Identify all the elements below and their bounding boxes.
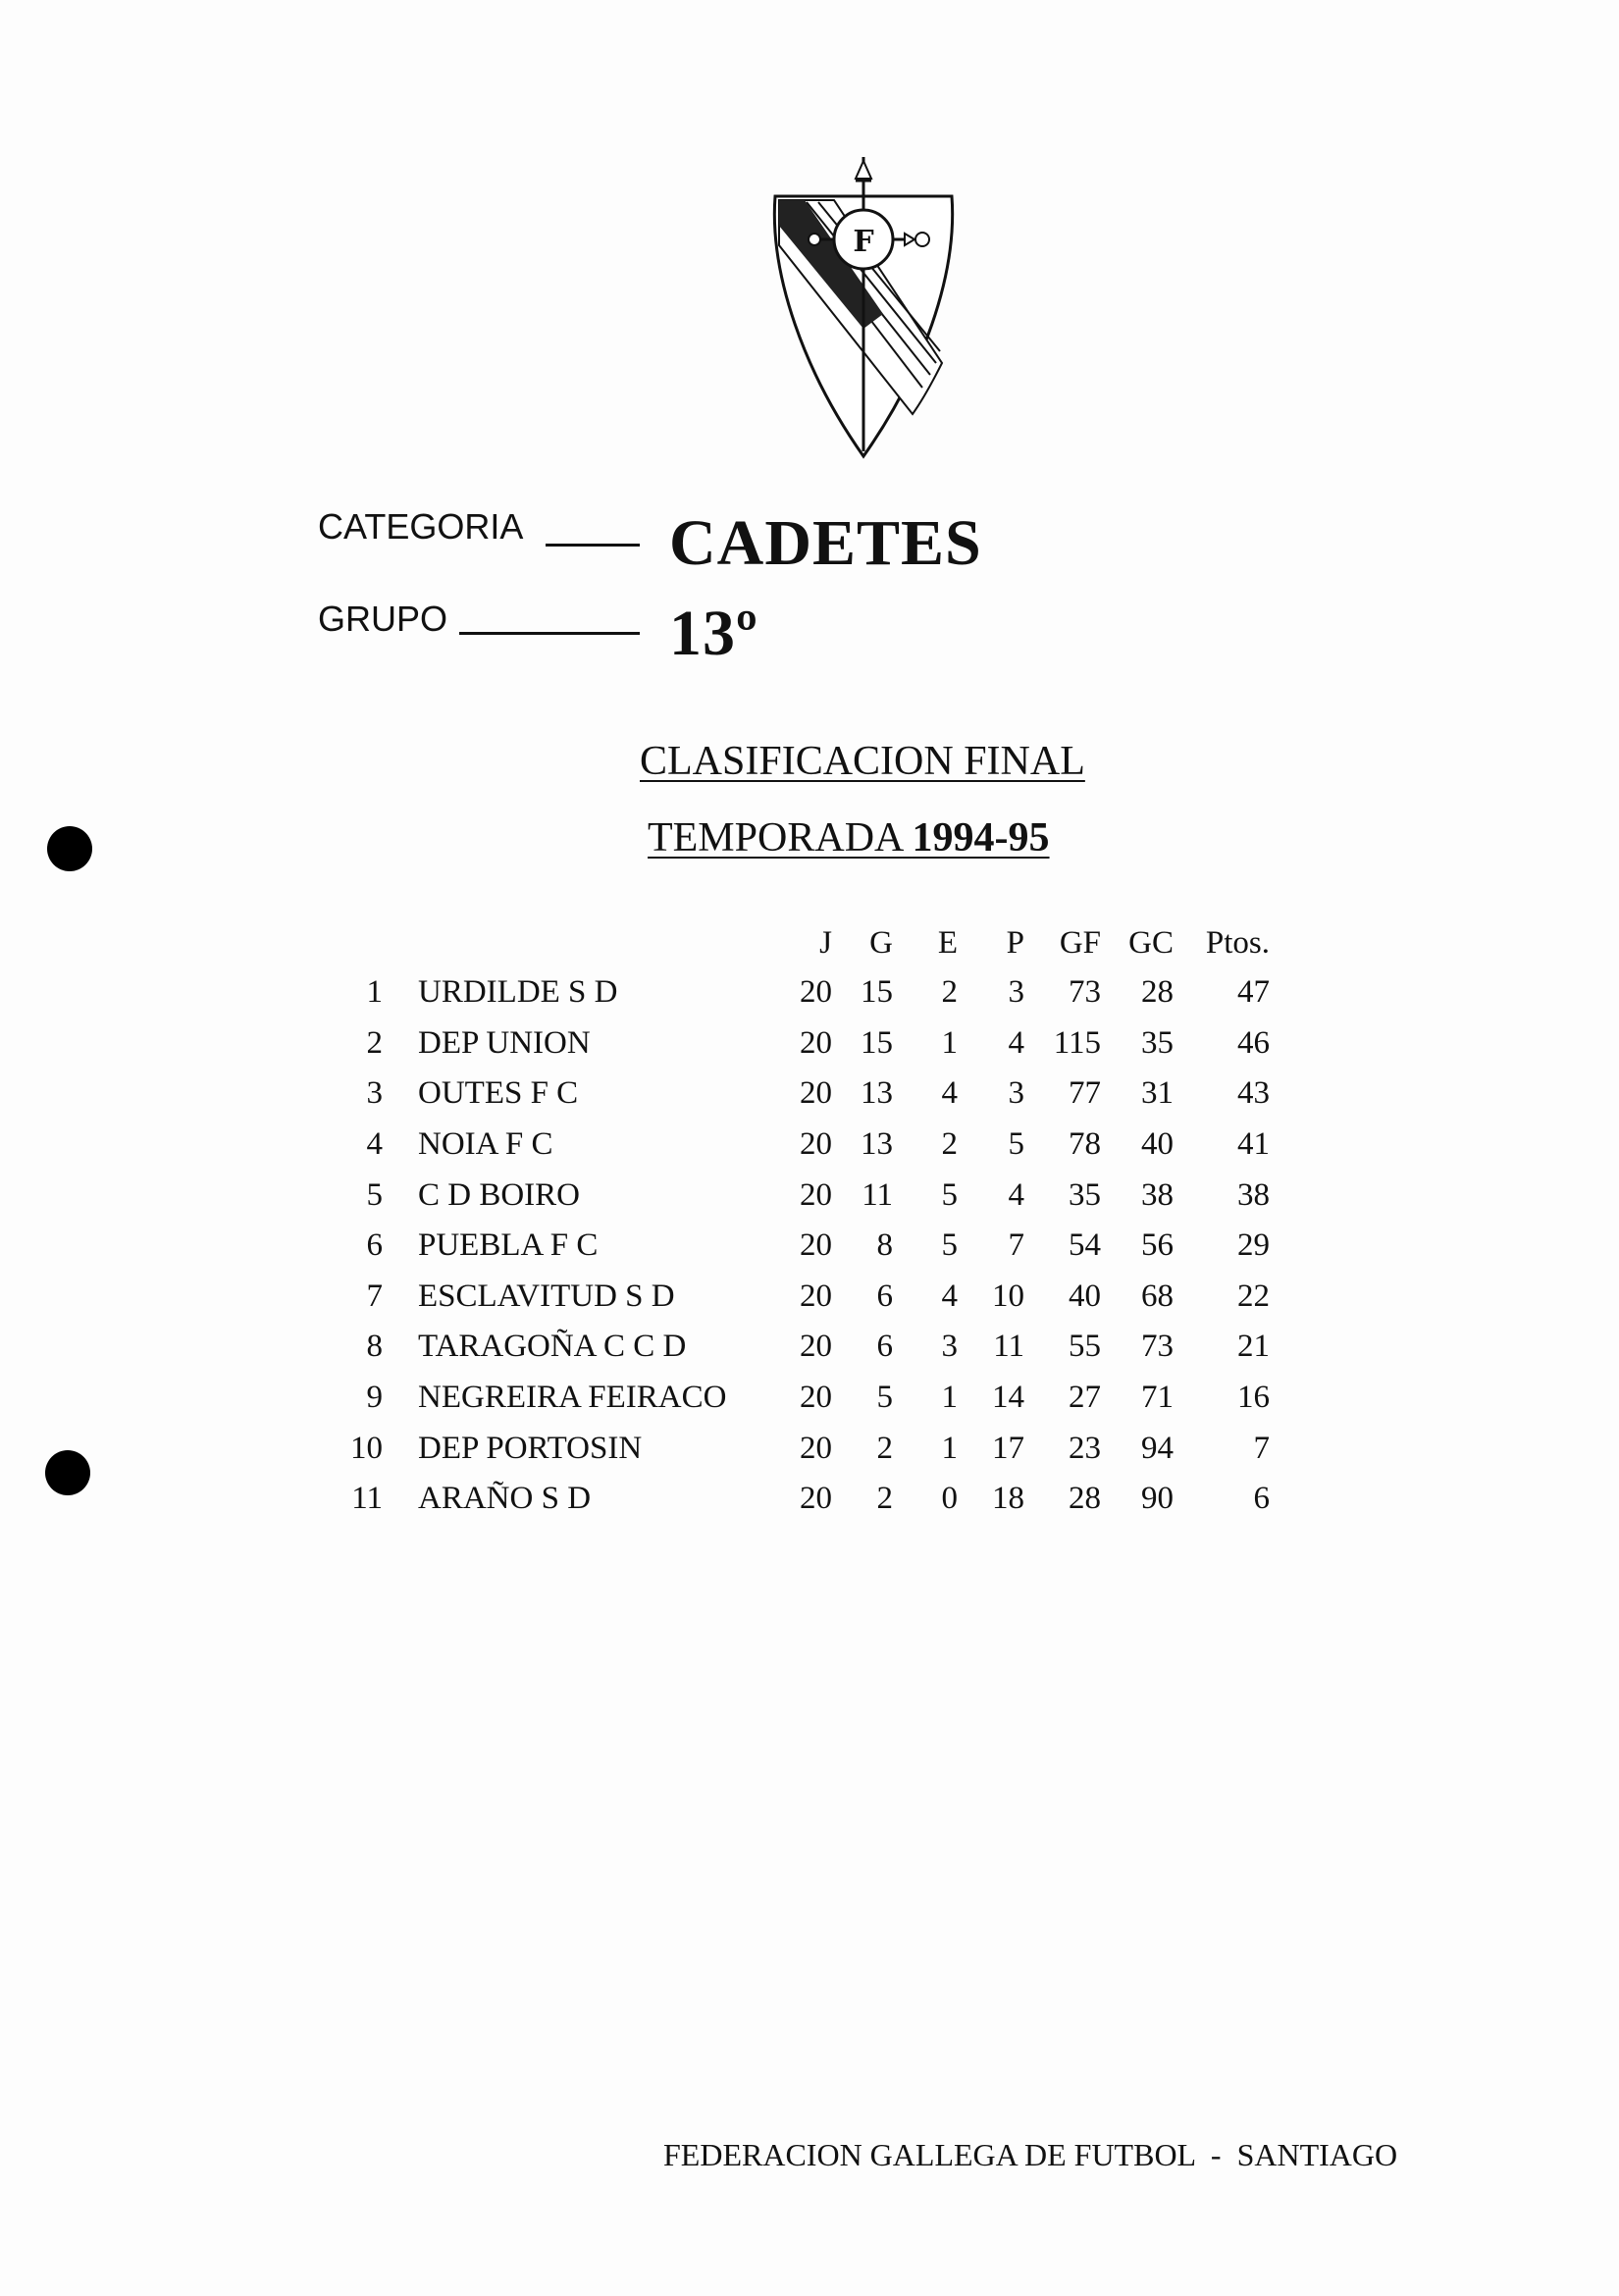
cell-team: NOIA F C [418, 1126, 553, 1163]
cell-j: 20 [800, 1227, 832, 1264]
cell-pos: 6 [366, 1227, 383, 1264]
cell-g: 5 [876, 1380, 893, 1416]
cell-pts: 16 [1237, 1380, 1270, 1416]
cell-pos: 1 [366, 974, 383, 1011]
cell-p: 4 [1008, 1176, 1024, 1213]
table-row [334, 1120, 1270, 1171]
cell-gc: 40 [1141, 1126, 1174, 1163]
cell-pts: 21 [1237, 1329, 1270, 1365]
cell-p: 17 [992, 1430, 1024, 1466]
cell-gap [383, 1069, 418, 1120]
cell-gc: 38 [1141, 1176, 1174, 1213]
cell-gf: 54 [1069, 1227, 1101, 1264]
cell-g: 6 [876, 1329, 893, 1365]
cell-gap [383, 1272, 418, 1323]
cell-gf: 115 [1053, 1024, 1101, 1061]
grupo-rule [459, 632, 640, 635]
cell-pos: 3 [366, 1075, 383, 1112]
cell-pos: 5 [366, 1176, 383, 1213]
season-value: 1994-95 [912, 815, 1050, 861]
cell-pos: 8 [366, 1329, 383, 1365]
cell-gc: 71 [1141, 1380, 1174, 1416]
cell-team: NEGREIRA FEIRACO [418, 1380, 727, 1416]
cell-e: 0 [941, 1481, 958, 1517]
grupo-label: GRUPO [318, 599, 448, 639]
cell-gf: 35 [1069, 1176, 1101, 1213]
cell-e: 1 [941, 1024, 958, 1061]
cell-p: 7 [1008, 1227, 1024, 1264]
table-row [334, 1170, 1270, 1221]
column-header-gf: GF [1059, 924, 1101, 961]
punch-hole-icon [47, 826, 92, 871]
classification-title: CLASIFICACION FINAL [640, 739, 1085, 784]
cell-team: ESCLAVITUD S D [418, 1278, 675, 1314]
cell-pts: 38 [1237, 1176, 1270, 1213]
cell-gap [383, 1373, 418, 1424]
table-row [334, 1069, 1270, 1120]
footer-text: FEDERACION GALLEGA DE FUTBOL - SANTIAGO [663, 2137, 1398, 2172]
cell-j: 20 [800, 1329, 832, 1365]
cell-team: PUEBLA F C [418, 1227, 599, 1264]
cell-gf: 77 [1069, 1075, 1101, 1112]
table-row [334, 1272, 1270, 1323]
grupo-value: 13º [669, 598, 758, 669]
table-row [334, 1221, 1270, 1272]
cell-j: 20 [800, 1430, 832, 1466]
column-header-p: P [1006, 924, 1024, 961]
cell-e: 5 [941, 1227, 958, 1264]
cell-pts: 6 [1253, 1481, 1270, 1517]
cell-team: C D BOIRO [418, 1176, 581, 1213]
column-header-j: J [819, 924, 832, 961]
cell-gf: 78 [1069, 1126, 1101, 1163]
season-label: TEMPORADA [648, 815, 903, 861]
cell-pts: 47 [1237, 974, 1270, 1011]
cell-gap [383, 1018, 418, 1070]
cell-gc: 28 [1141, 974, 1174, 1011]
cell-pos: 10 [350, 1430, 383, 1466]
cell-p: 11 [993, 1329, 1024, 1365]
cell-pos: 7 [366, 1278, 383, 1314]
cell-j: 20 [800, 974, 832, 1011]
cell-j: 20 [800, 1176, 832, 1213]
cell-g: 2 [876, 1430, 893, 1466]
cell-j: 20 [800, 1126, 832, 1163]
cell-gap [383, 967, 418, 1018]
cell-gc: 94 [1141, 1430, 1174, 1466]
table-header-row [334, 918, 1270, 967]
cell-j: 20 [800, 1024, 832, 1061]
cell-g: 13 [861, 1075, 893, 1112]
categoria-value: CADETES [669, 507, 982, 579]
cell-gf: 73 [1069, 974, 1101, 1011]
header-pos [334, 918, 383, 967]
cell-g: 8 [876, 1227, 893, 1264]
cell-e: 1 [941, 1380, 958, 1416]
cell-pts: 41 [1237, 1126, 1270, 1163]
table-row [334, 1373, 1270, 1424]
cell-j: 20 [800, 1380, 832, 1416]
season-heading [648, 814, 1050, 861]
cell-gc: 68 [1141, 1278, 1174, 1314]
cell-j: 20 [800, 1278, 832, 1314]
cell-team: TARAGOÑA C C D [418, 1329, 687, 1365]
cell-g: 11 [862, 1176, 893, 1213]
table-row [334, 967, 1270, 1018]
cell-gap [383, 1170, 418, 1221]
cell-gf: 23 [1069, 1430, 1101, 1466]
cell-pts: 29 [1237, 1227, 1270, 1264]
cell-gf: 27 [1069, 1380, 1101, 1416]
table-row [334, 1018, 1270, 1070]
cell-j: 20 [800, 1075, 832, 1112]
cell-e: 3 [941, 1329, 958, 1365]
cell-gap [383, 1474, 418, 1525]
cell-gf: 55 [1069, 1329, 1101, 1365]
cell-pts: 7 [1253, 1430, 1270, 1466]
cell-gc: 90 [1141, 1481, 1174, 1517]
cell-pts: 22 [1237, 1278, 1270, 1314]
categoria-rule [546, 544, 640, 547]
cell-gf: 28 [1069, 1481, 1101, 1517]
cell-e: 5 [941, 1176, 958, 1213]
column-header-e: E [937, 924, 958, 961]
cell-pos: 11 [351, 1481, 383, 1517]
cell-g: 13 [861, 1126, 893, 1163]
cell-gc: 73 [1141, 1329, 1174, 1365]
categoria-label: CATEGORIA [318, 506, 524, 547]
cell-pts: 46 [1237, 1024, 1270, 1061]
standings-table [334, 918, 1270, 1525]
cell-p: 10 [992, 1278, 1024, 1314]
cell-g: 2 [876, 1481, 893, 1517]
cell-pos: 4 [366, 1126, 383, 1163]
cell-gc: 56 [1141, 1227, 1174, 1264]
cell-p: 14 [992, 1380, 1024, 1416]
cell-p: 3 [1008, 974, 1024, 1011]
cell-team: DEP PORTOSIN [418, 1430, 643, 1466]
shield-crest-icon [765, 157, 962, 461]
cell-pts: 43 [1237, 1075, 1270, 1112]
cell-g: 6 [876, 1278, 893, 1314]
standings-body [334, 967, 1270, 1525]
table-row [334, 1423, 1270, 1474]
header-team [418, 918, 775, 967]
cell-team: URDILDE S D [418, 974, 618, 1011]
cell-e: 4 [941, 1278, 958, 1314]
cell-e: 1 [941, 1430, 958, 1466]
cell-gap [383, 1120, 418, 1171]
table-row [334, 1474, 1270, 1525]
cell-e: 2 [941, 1126, 958, 1163]
cell-e: 2 [941, 974, 958, 1011]
svg-text:F: F [853, 225, 874, 259]
cell-gf: 40 [1069, 1278, 1101, 1314]
cell-g: 15 [861, 974, 893, 1011]
column-header-gc: GC [1128, 924, 1174, 961]
cell-g: 15 [861, 1024, 893, 1061]
cell-e: 4 [941, 1075, 958, 1112]
column-header-pts: Ptos. [1205, 924, 1270, 961]
cell-p: 3 [1008, 1075, 1024, 1112]
cell-team: ARAÑO S D [418, 1481, 592, 1517]
cell-gap [383, 1322, 418, 1373]
cell-team: OUTES F C [418, 1075, 579, 1112]
cell-p: 5 [1008, 1126, 1024, 1163]
cell-gc: 35 [1141, 1024, 1174, 1061]
cell-p: 18 [992, 1481, 1024, 1517]
column-header-g: G [869, 924, 893, 961]
table-row [334, 1322, 1270, 1373]
cell-team: DEP UNION [418, 1024, 591, 1061]
cell-pos: 2 [366, 1024, 383, 1061]
cell-p: 4 [1008, 1024, 1024, 1061]
cell-gap [383, 1423, 418, 1474]
cell-pos: 9 [366, 1380, 383, 1416]
header-gap [383, 918, 418, 967]
cell-gap [383, 1221, 418, 1272]
cell-gc: 31 [1141, 1075, 1174, 1112]
punch-hole-icon [45, 1450, 90, 1495]
cell-j: 20 [800, 1481, 832, 1517]
